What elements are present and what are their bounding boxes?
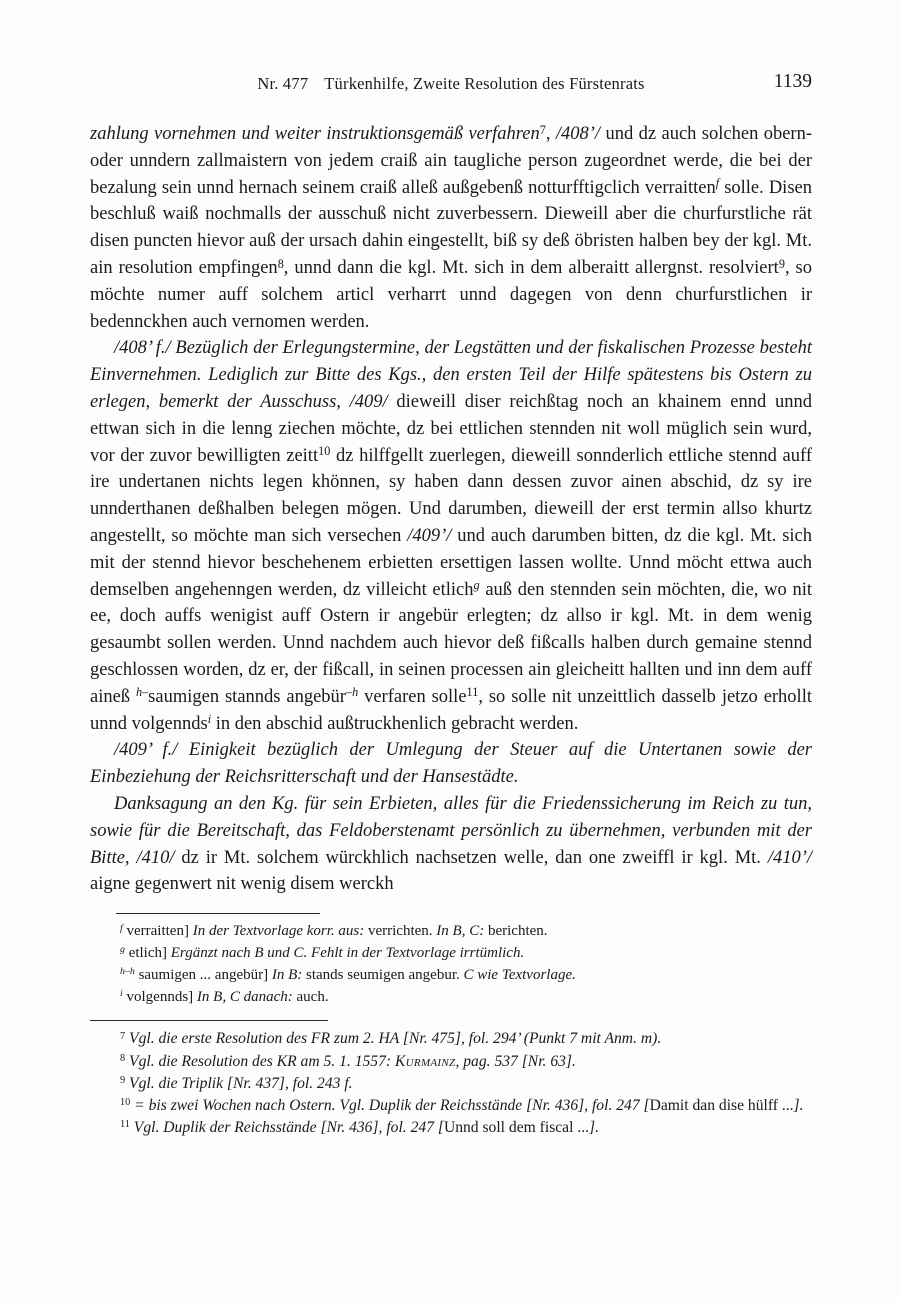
footnote: $^{11}$ Vgl. Duplik der Reichsstände [Nr. 436], fol. 247 [Unnd soll dem fiscal ...].	[120, 1119, 599, 1137]
apparatus-note: $^f$ verraitten] In der Textvorlage korr. aus: verrichten. In B, C: berichten.	[120, 922, 548, 940]
footnote: $^{10}$ = bis zwei Wochen nach Ostern. Vgl. Duplik der Reichsstände [Nr. 436], fol. 247 [Damit dan dise hülff ...].	[120, 1096, 804, 1114]
footnote: $^8$ Vgl. die Resolution des KR am 5. 1. 1557: Kurmainz, pag. 537 [Nr. 63].	[120, 1052, 576, 1070]
main-text	[90, 121, 812, 898]
apparatus-note-list	[90, 921, 812, 1008]
footnotes	[90, 1020, 812, 1139]
apparatus-note: $^{h-h}$ saumigen ... angebür] In B: stands seumigen angebur. C wie Textvorlage.	[120, 966, 576, 983]
document-title: Türkenhilfe, Zweite Resolution des Fürstenrats	[324, 74, 645, 93]
page-number: 1139	[773, 71, 812, 92]
running-head	[90, 71, 812, 100]
apparatus-rule	[116, 913, 320, 914]
footnote-list	[90, 1028, 812, 1139]
paragraph: Danksagung an den Kg. für sein Erbieten, alles für die Friedenssicherung im Reich zu tun, sowie für die Bereitschaft, das Feldoberstenamt persönlich zu übernehmen, verbunden mit der Bitte, /410/ dz ir Mt. solchem würckhlich nachsetzen welle, dan one zweiffl ir kgl. Mt. /410’/ aigne gegenwert nit wenig disem werckh	[90, 793, 813, 895]
paragraph: zahlung vornehmen und weiter instruktionsgemäß verfahren$^7$, /408’/ und dz auch solchen obern- oder unndern zallmaistern von jedem craiß ain taugliche person zugeordnet werde, die bei der bezalung sein unnd hernach seinem craiß alleß außgebenß notturfftigclich verraitten$^f$ solle. Disen beschluß waiß nochmalls der ausschuß nicht zuverbessern. Dieweill aber die churfurstliche rät disen puncten hievor auß der ursach dahin eingestellt, biß sy deß öbristen halben bey der kgl. Mt. ain resolution empfingen$^8$, unnd dann die kgl. Mt. sich in dem alberaitt allergnst. resolviert$^9$, so möchte numer auff solchem articl verharrt unnd dagegen von denn churfurstlichen ir bedennckhen auch vernomen werden.	[90, 122, 813, 332]
apparatus-note: $^i$ volgennds] In B, C danach: auch.	[120, 988, 329, 1005]
critical-apparatus	[90, 913, 812, 1008]
footnote: $^9$ Vgl. die Triplik [Nr. 437], fol. 243 f.	[120, 1074, 353, 1092]
paragraph: /408’ f./ Bezüglich der Erlegungstermine, der Legstätten und der fiskalischen Prozesse besteht Einvernehmen. Lediglich zur Bitte des Kgs., den ersten Teil der Hilfe spätestens bis Ostern zu erlegen, bemerkt der Ausschuss, /409/ dieweill diser reichßtag noch an khainem ennd unnd ettwan sich in die lenng ziechen möchte, dz bei ettlichen stennden nit woll müglich sein wurd, vor der zuvor bewilligten zeitt$^{10}$ dz hilffgellt zuerlegen, dieweill sonnderlich ettliche stennd auff ire undertanen nichts legen khönnen, sy haben dann dessen zuvor ainen abschid, dz sy ire unnderthanen deßhalben belegen mögen. Und darumben, dieweill der erst termin allso khurtz angestellt, so möchte man sich versechen /409’/ und auch darumben bitten, dz die kgl. Mt. sich mit der stennd hievor beschehenem erbietten ersettigen lassen wollte. Unnd möcht ettwa auch demselben angehenngen werden, dz villeicht etlich$^g$ auß den stennden sein möchten, die, wo nit ee, doch auffs wenigist auff Ostern ir angebür erlegten; dz allso ir kgl. Mt. in dem wenig gesaumbt sollen werden. Unnd nachdem auch hievor deß fißcalls halben durch gemaine stennd geschlossen worden, dz er, der fißcall, in seinen processen ain gleicheitt hallten und inn dem auff aineß $^{h-}$saumigen stannds angebür$^{-h}$ verfaren solle$^{11}$, so solle nit unzeittlich dasselb jetzo erhollt unnd volgennds$^i$ in den abschid außtruckhenlich gebracht werden.	[90, 338, 812, 734]
footnotes-rule	[90, 1020, 328, 1021]
paragraph: /409’ f./ Einigkeit bezüglich der Umlegung der Steuer auf die Untertanen sowie der Einbeziehung der Reichsritterschaft und der Hansestädte.	[90, 740, 812, 788]
footnote: $^7$ Vgl. die erste Resolution des FR zum 2. HA [Nr. 475], fol. 294’ (Punkt 7 mit Anm. m).	[120, 1030, 662, 1048]
apparatus-note: $^g$ etlich] Ergänzt nach B und C. Fehlt in der Textvorlage irrtümlich.	[120, 944, 525, 961]
running-head-title	[90, 74, 812, 94]
document-number: Nr. 477	[257, 74, 309, 93]
